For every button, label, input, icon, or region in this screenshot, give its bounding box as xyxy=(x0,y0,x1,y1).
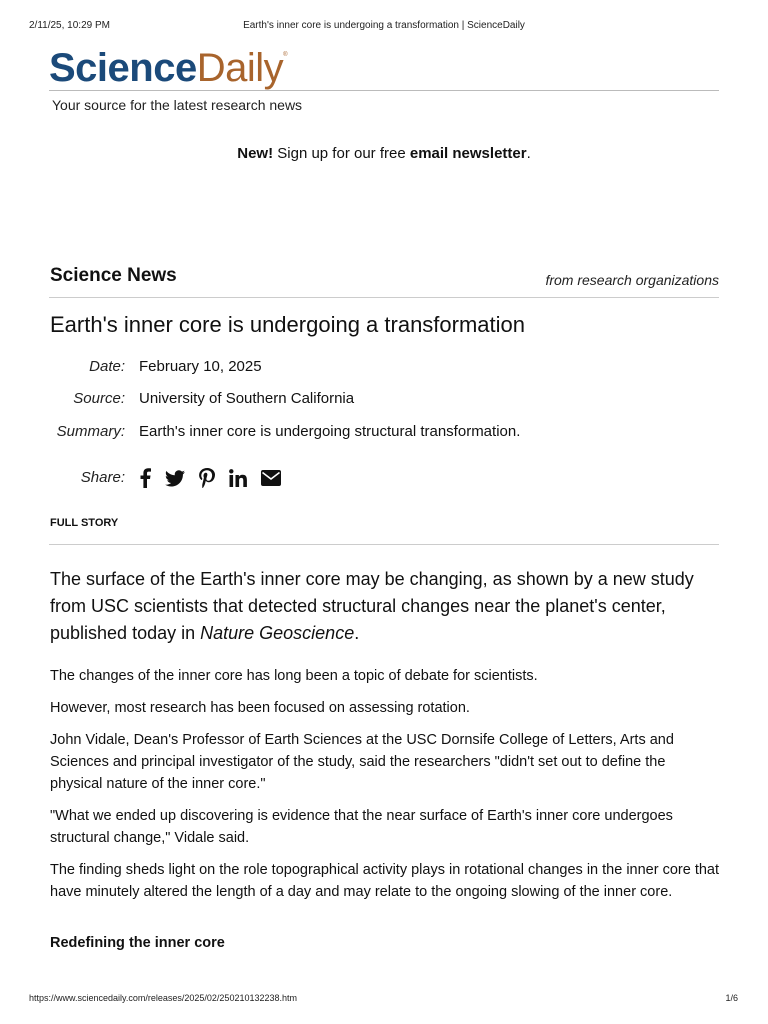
newsletter-link[interactable]: email newsletter xyxy=(409,145,527,162)
meta-summary-value: Earth's inner core is undergoing structural transformation. xyxy=(139,423,521,440)
meta-date-value: February 10, 2025 xyxy=(139,358,262,375)
section-from-label: from research organizations xyxy=(545,272,719,288)
body-paragraph: The finding sheds light on the role topographical activity plays in rotational changes in the inner core that have minutely altered the length of a day and may relate to the ongoing slowing of the inner core. xyxy=(50,862,720,900)
section-divider xyxy=(49,297,719,298)
full-story-label: FULL STORY xyxy=(50,517,119,529)
newsletter-text: Sign up for our free xyxy=(277,145,406,162)
story-divider xyxy=(49,544,719,545)
section-title[interactable]: Science News xyxy=(50,265,177,286)
article-headline: Earth's inner core is undergoing a transformation xyxy=(50,312,526,337)
body-paragraph: John Vidale, Dean's Professor of Earth Sciences at the USC Dornsife College of Letters, Arts and Sciences and principal investigator of the study, said the researchers "didn't set out to define the physical nature of the inner core." xyxy=(50,732,674,792)
logo-registered-mark: ® xyxy=(283,52,288,58)
body-paragraph: The changes of the inner core has long been a topic of debate for scientists. xyxy=(50,668,538,684)
share-icons xyxy=(139,466,295,490)
print-page-title: Earth's inner core is undergoing a transformation | ScienceDaily xyxy=(243,20,525,31)
email-icon[interactable] xyxy=(261,467,281,489)
lead-end: . xyxy=(354,623,360,643)
meta-date-label: Date: xyxy=(89,358,125,375)
site-tagline: Your source for the latest research news xyxy=(52,97,303,113)
logo-divider xyxy=(49,90,719,91)
share-label: Share: xyxy=(80,469,125,486)
logo-science: Science xyxy=(49,46,197,90)
lead-text: The surface of the Earth's inner core may be changing, as shown by a new study from USC scientists that detected structural changes near the planet's center, published today in xyxy=(50,569,694,643)
body-paragraph: "What we ended up discovering is evidence that the near surface of Earth's inner core undergoes structural change," Vidale said. xyxy=(50,808,673,846)
newsletter-end: . xyxy=(526,145,531,162)
meta-summary-label: Summary: xyxy=(56,423,125,440)
pinterest-icon[interactable] xyxy=(199,467,215,489)
linkedin-icon[interactable] xyxy=(229,467,247,489)
newsletter-promo xyxy=(0,145,768,162)
lead-paragraph xyxy=(50,566,720,647)
lead-journal: Nature Geoscience xyxy=(200,623,355,643)
newsletter-new-label: New! xyxy=(237,145,274,162)
article-subhead: Redefining the inner core xyxy=(50,935,225,951)
print-url: https://www.sciencedaily.com/releases/2025/02/250210132238.htm xyxy=(29,993,297,1003)
sciencedaily-logo[interactable] xyxy=(49,46,288,94)
print-page-number: 1/6 xyxy=(725,993,738,1003)
print-datetime: 2/11/25, 10:29 PM xyxy=(29,20,110,31)
body-paragraph: However, most research has been focused on assessing rotation. xyxy=(50,700,470,716)
facebook-icon[interactable] xyxy=(139,467,151,489)
meta-source-label: Source: xyxy=(73,390,125,407)
meta-source-value: University of Southern California xyxy=(139,390,355,407)
logo-daily: Daily xyxy=(196,46,284,90)
twitter-icon[interactable] xyxy=(165,467,185,489)
